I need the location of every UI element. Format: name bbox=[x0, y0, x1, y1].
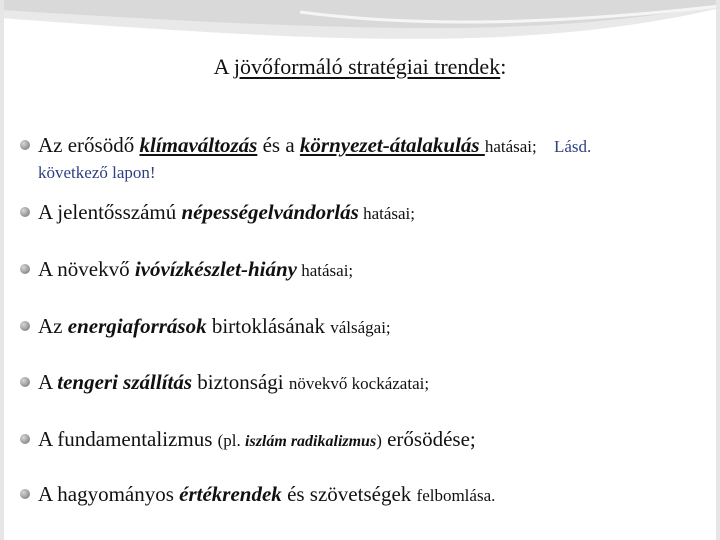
bullet-item: A hagyományos értékrendek és szövetségek felbomlása. bbox=[18, 482, 718, 508]
bullet-icon bbox=[20, 377, 30, 387]
bullet-icon bbox=[20, 489, 30, 499]
see-next-continuation: következő lapon! bbox=[38, 163, 156, 182]
bullet-item: Az energiaforrások birtoklásának válságai; bbox=[18, 314, 718, 340]
slide-title: A jövőformáló stratégiai trendek: bbox=[213, 54, 507, 79]
bullet-item: A jelentősszámú népességelvándorlás hatásai; bbox=[18, 200, 718, 226]
bullet-icon bbox=[20, 321, 30, 331]
bullet-icon bbox=[20, 434, 30, 444]
see-next-link[interactable]: Lásd. bbox=[554, 137, 592, 156]
bullet-icon bbox=[20, 207, 30, 217]
left-frame bbox=[0, 0, 4, 540]
bullet-icon bbox=[20, 264, 30, 274]
bullet-icon bbox=[20, 140, 30, 150]
bullet-item: A fundamentalizmus (pl. iszlám radikalizmus) erősödése; bbox=[18, 427, 718, 454]
bullet-item: Az erősödő klímaváltozás és a környezet-átalakulás hatásai; Lásd. következő lapon! bbox=[18, 133, 718, 185]
bullet-item: A növekvő ivóvízkészlet-hiány hatásai; bbox=[18, 257, 718, 283]
bullet-item: A tengeri szállítás biztonsági növekvő kockázatai; bbox=[18, 370, 718, 396]
